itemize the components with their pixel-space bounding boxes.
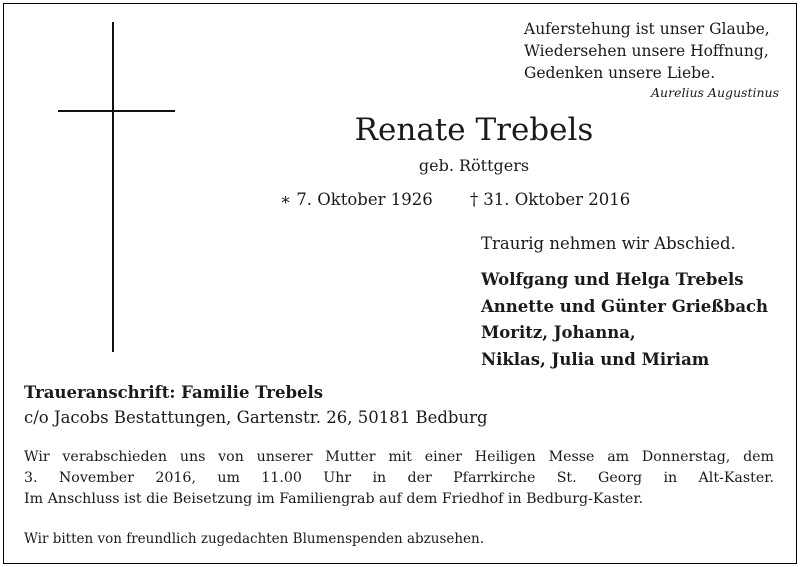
service-line: Wir verabschieden uns von unserer Mutter mit einer Heiligen Messe am Donnerstag, dem xyxy=(24,449,774,465)
mourning-address-title: Traueranschrift: Familie Trebels xyxy=(24,383,324,402)
birth-star-icon: ∗ xyxy=(280,190,292,209)
mourning-address-line: c/o Jacobs Bestattungen, Gartenstr. 26, 50181 Bedburg xyxy=(24,408,488,427)
death-date-text: 31. Oktober 2016 xyxy=(483,190,631,209)
cross-horizontal-beam xyxy=(58,110,175,112)
mourner-name: Moritz, Johanna, xyxy=(481,323,636,342)
service-details xyxy=(24,447,774,510)
cross-vertical-beam xyxy=(112,22,114,352)
death-cross-icon: † xyxy=(470,190,479,209)
quote-line: Auferstehung ist unser Glaube, xyxy=(524,20,770,38)
service-line: 3. November 2016, um 11.00 Uhr in der Pfarrkirche St. Georg in Alt-Kaster. xyxy=(24,470,774,486)
birth-date-text: 7. Oktober 1926 xyxy=(296,190,433,209)
deceased-name: Renate Trebels xyxy=(354,112,594,148)
farewell-line: Traurig nehmen wir Abschied. xyxy=(481,234,736,253)
quote-block xyxy=(524,18,784,101)
flowers-note: Wir bitten von freundlich zugedachten Blumenspenden abzusehen. xyxy=(24,531,485,547)
mourner-name: Niklas, Julia und Miriam xyxy=(481,349,710,369)
quote-line: Gedenken unsere Liebe. xyxy=(524,64,716,82)
mourner-name: Wolfgang und Helga Trebels xyxy=(481,270,744,289)
mourner-name: Annette und Günter Grießbach xyxy=(481,296,769,316)
quote-author: Aurelius Augustinus xyxy=(651,85,779,100)
death-date xyxy=(470,189,630,211)
service-line: Im Anschluss ist die Beisetzung im Familiengrab auf dem Friedhof in Bedburg-Kaster. xyxy=(24,491,644,507)
birth-date xyxy=(280,189,433,211)
maiden-name: geb. Röttgers xyxy=(418,156,530,175)
mourners-list xyxy=(481,267,768,373)
quote-line: Wiedersehen unsere Hoffnung, xyxy=(524,42,769,60)
